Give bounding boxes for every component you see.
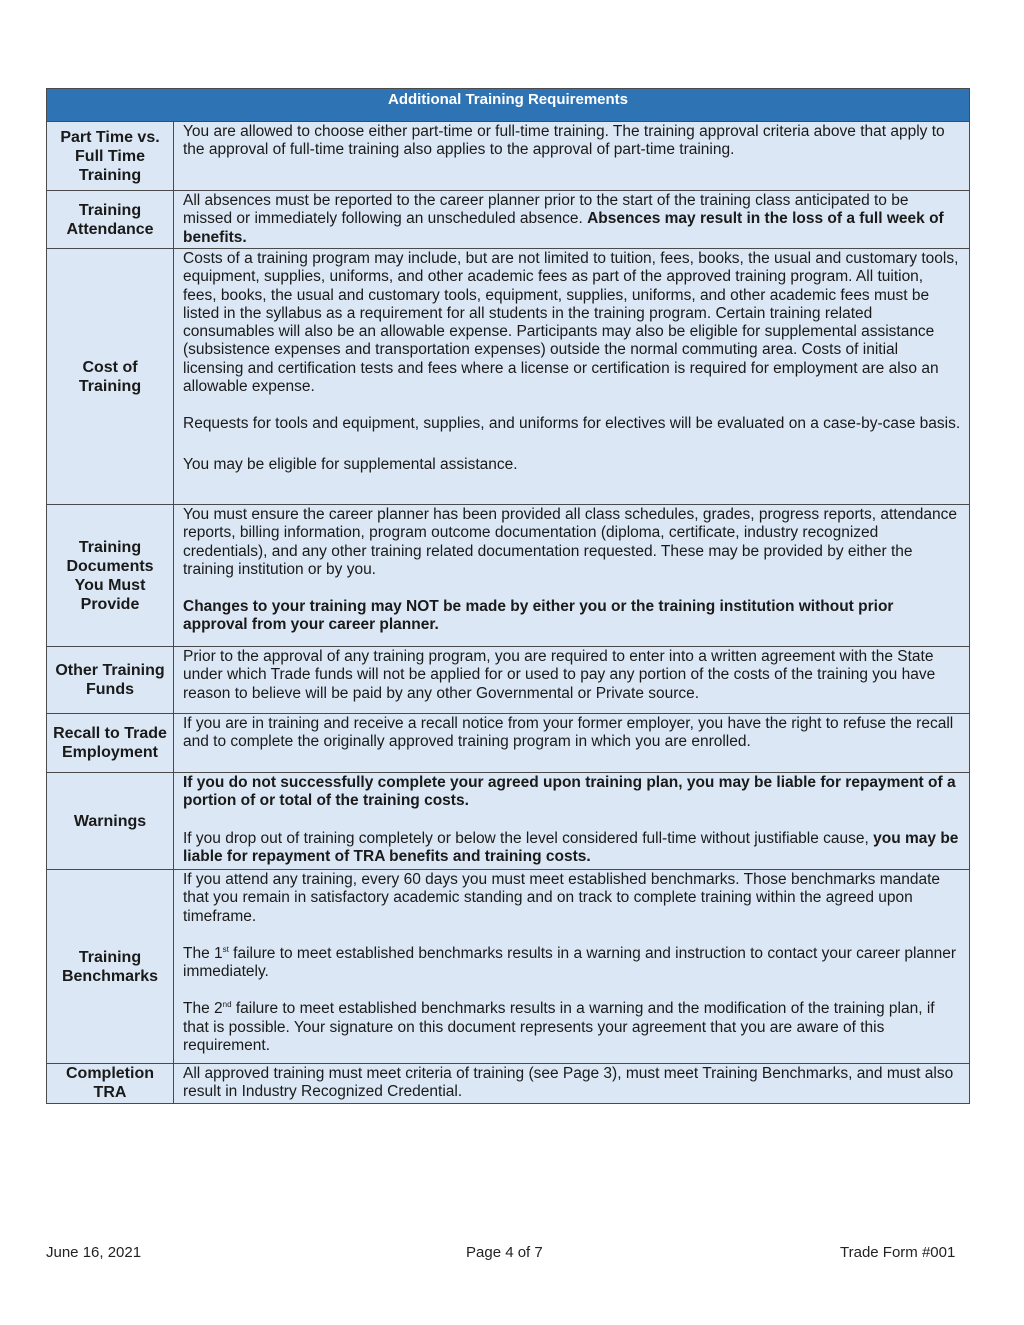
bold-note: you may be liable for repayment of TRA benefits and training costs. xyxy=(183,829,959,865)
bold-note: Changes to your training may NOT be made by either you or the training institution without prior approval from your career planner. xyxy=(183,598,894,634)
row-label-cost: Cost of Training xyxy=(47,249,174,505)
row-label-benchmarks: Training Benchmarks xyxy=(47,870,174,1064)
row-text-other-funds xyxy=(174,647,970,714)
row-text-recall xyxy=(174,714,970,773)
row-text-warnings xyxy=(174,773,970,870)
row-text-part-time xyxy=(174,122,970,191)
paragraph: Costs of a training program may include, but are not limited to tuition, fees, books, the usual and customary tools, equipment, supplies, uniforms, and other academic fees as part of the approved training program. All tuition, fees, books, the usual and customary tools, equipment, supplies, uniforms, and other academic fees must be listed in the syllabus as a requirement for all students in the training program. Certain training related consumables will also be an allowable expense. Participants may also be eligible for supplemental assistance (subsistence expenses and transportation expenses) outside the normal commuting area. Costs of initial licensing and certification tests and fees where a license or certification is required for employment are also an allowable expense. xyxy=(183,250,959,396)
table-row xyxy=(47,505,970,647)
paragraph: All approved training must meet criteria of training (see Page 3), must meet Training Benchmarks, and must also result in Industry Recognized Credential. xyxy=(183,1065,954,1101)
paragraph: You are allowed to choose either part-time or full-time training. The training approval criteria above that apply to the approval of full-time training also applies to the approval of part-time training. xyxy=(183,123,945,159)
row-text-completion xyxy=(174,1064,970,1104)
row-text-documents xyxy=(174,505,970,647)
paragraph: You must ensure the career planner has been provided all class schedules, grades, progress reports, attendance reports, billing information, program outcome documentation (diploma, certificate, industry recognized credentials), and any other training related documentation requested. These may be provided by either the training institution or by you. xyxy=(183,506,958,578)
row-label-documents: Training Documents You Must Provide xyxy=(47,505,174,647)
paragraph: If you attend any training, every 60 days you must meet established benchmarks. Those benchmarks mandate that you remain in satisfactory academic standing and on track to complete training within the agreed upon timeframe. xyxy=(183,871,941,925)
row-text-attendance xyxy=(174,191,970,249)
table-row xyxy=(47,249,970,505)
row-label-attendance: Training Attendance xyxy=(47,191,174,249)
row-label-part-time: Part Time vs. Full Time Training xyxy=(47,122,174,191)
table-title xyxy=(47,89,970,122)
row-text-benchmarks xyxy=(174,870,970,1064)
row-label-recall: Recall to Trade Employment xyxy=(47,714,174,773)
footer-form-number: Trade Form #001 xyxy=(840,1244,956,1261)
table-row xyxy=(47,191,970,249)
paragraph: The 2nd failure to meet established benchmarks results in a warning and the modification of the training plan, if that is possible. Your signature on this document represents your agreement that you are aware of this requirement. xyxy=(183,1000,935,1055)
paragraph: Prior to the approval of any training program, you are required to enter into a written agreement with the State under which Trade funds will not be applied for or used to pay any portion of the costs of the training you have reason to believe will be paid by any other Governmental or Private source. xyxy=(183,648,936,702)
table-row xyxy=(47,773,970,870)
row-label-other-funds: Other Training Funds xyxy=(47,647,174,714)
bold-note: Absences may result in the loss of a full week of benefits. xyxy=(183,210,944,246)
table-row xyxy=(47,714,970,773)
paragraph: If you are in training and receive a recall notice from your former employer, you have the right to refuse the recall and to complete the originally approved training program in which you are enrolled. xyxy=(183,715,954,751)
footer-date: June 16, 2021 xyxy=(46,1244,142,1261)
footer-page-number: Page 4 of 7 xyxy=(466,1244,543,1261)
table-title-text: Additional Training Requirements xyxy=(387,91,629,108)
table-row xyxy=(47,870,970,1064)
row-text-cost xyxy=(174,249,970,505)
paragraph: All absences must be reported to the career planner prior to the start of the training class anticipated to be missed or immediately following an unscheduled absence. xyxy=(183,192,909,228)
requirements-table xyxy=(46,88,970,1104)
bold-note: If you do not successfully complete your agreed upon training plan, you may be liable for repayment of a portion of or total of the training costs. xyxy=(183,774,956,810)
paragraph: Requests for tools and equipment, supplies, and uniforms for electives will be evaluated on a case-by-case basis. xyxy=(183,415,961,433)
row-label-warnings: Warnings xyxy=(47,773,174,870)
table-row xyxy=(47,647,970,714)
paragraph: The 1st failure to meet established benchmarks results in a warning and instruction to contact your career planner immediately. xyxy=(183,944,957,981)
table-row xyxy=(47,122,970,191)
paragraph: If you drop out of training completely or below the level considered full-time without justifiable cause, xyxy=(183,829,869,847)
paragraph: You may be eligible for supplemental assistance. xyxy=(183,455,518,473)
table-row xyxy=(47,1064,970,1104)
row-label-completion: Completion TRA xyxy=(47,1064,174,1104)
